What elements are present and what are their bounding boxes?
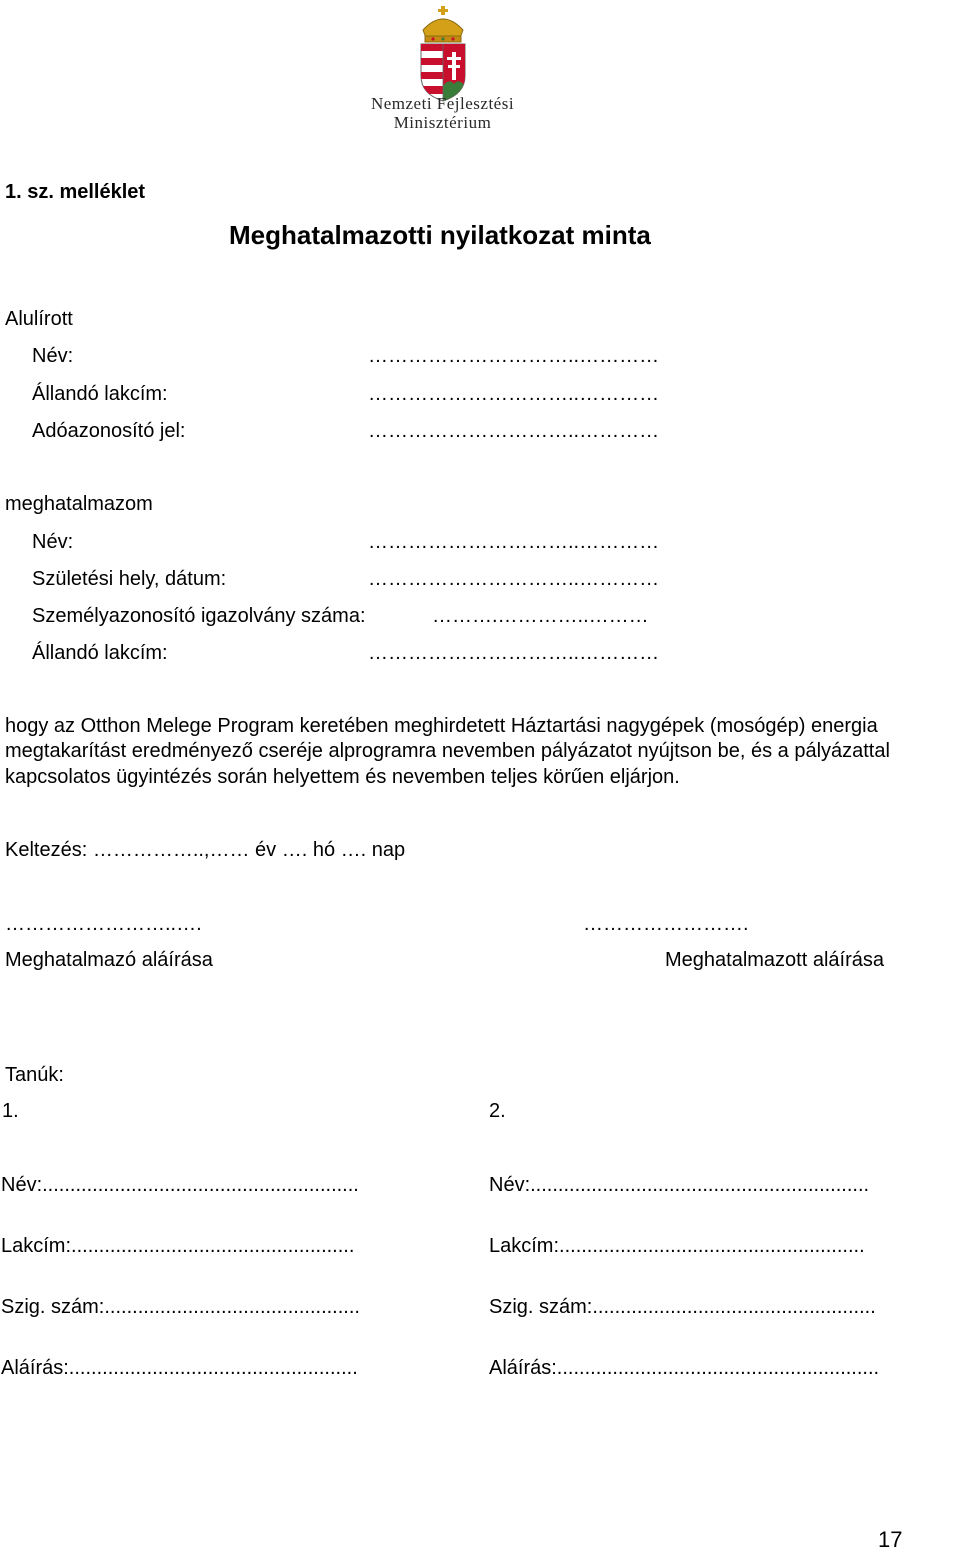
principal-address-field: …………………………..………… — [368, 383, 660, 405]
shield-icon — [421, 44, 465, 101]
page-number: 17 — [878, 1527, 903, 1552]
statement-paragraph: hogy az Otthon Melege Program keretében meghirdetett Háztartási nagygépek (mosógép) energia megtakarítást eredményező cseréje alprogramra nevemben pályázatot nyújtson be, és a pályázattal kapcsolatos ügyintézés során helyettem és nevemben teljes körűen eljárjon. — [5, 715, 890, 788]
agent-signature-label: Meghatalmazott aláírása — [665, 949, 885, 971]
agent-name-label: Név: — [32, 531, 74, 553]
intro-meghatalmazom: meghatalmazom — [5, 493, 153, 515]
witness-2-address: Lakcím:....................................................... — [489, 1235, 865, 1257]
agent-name-field: …………………………..………… — [368, 531, 660, 553]
witness-2-number: 2. — [489, 1100, 506, 1122]
agent-address-field: …………………………..………… — [368, 642, 660, 664]
witnesses-title: Tanúk: — [5, 1064, 64, 1086]
logo-text-line1: Nemzeti Fejlesztési — [370, 94, 515, 113]
principal-signature-line: ……………………..…. — [5, 913, 202, 935]
principal-name-field: …………………………..………… — [368, 345, 660, 367]
witness-1-name: Név:......................................................... — [1, 1174, 359, 1196]
annex-label: 1. sz. melléklet — [5, 181, 146, 203]
witness-1-id: Szig. szám:.............................................. — [1, 1296, 360, 1318]
logo-text-line2: Minisztérium — [393, 113, 492, 132]
witness-2-signature: Aláírás:.......................................................... — [489, 1357, 880, 1379]
principal-address-label: Állandó lakcím: — [32, 383, 168, 405]
document-title: Meghatalmazotti nyilatkozat minta — [229, 220, 651, 250]
agent-signature-line: ……………………. — [583, 913, 749, 935]
principal-name-label: Név: — [32, 345, 74, 367]
intro-alulirott: Alulírott — [5, 308, 73, 330]
principal-signature-label: Meghatalmazó aláírása — [5, 949, 213, 971]
principal-tax-id-field: …………………………..………… — [368, 420, 660, 442]
crown-icon — [423, 6, 463, 42]
agent-birth-label: Születési hely, dátum: — [32, 568, 227, 590]
agent-address-label: Állandó lakcím: — [32, 642, 168, 664]
dating-line: Keltezés: ……………..,…… év …. hó …. nap — [5, 839, 406, 861]
witness-1-signature: Aláírás:.................................................... — [1, 1357, 358, 1379]
principal-tax-id-label: Adóazonosító jel: — [32, 420, 186, 442]
agent-id-card-label: Személyazonosító igazolvány száma: — [32, 605, 366, 627]
witness-2-id: Szig. szám:................................................... — [489, 1296, 876, 1318]
witness-1-number: 1. — [2, 1100, 19, 1122]
witness-2-name: Név:............................................................. — [489, 1174, 870, 1196]
agent-id-card-field: ……….…………..……… — [432, 605, 649, 627]
agent-birth-field: …………………………..………… — [368, 568, 660, 590]
witness-1-address: Lakcím:................................................... — [1, 1235, 355, 1257]
